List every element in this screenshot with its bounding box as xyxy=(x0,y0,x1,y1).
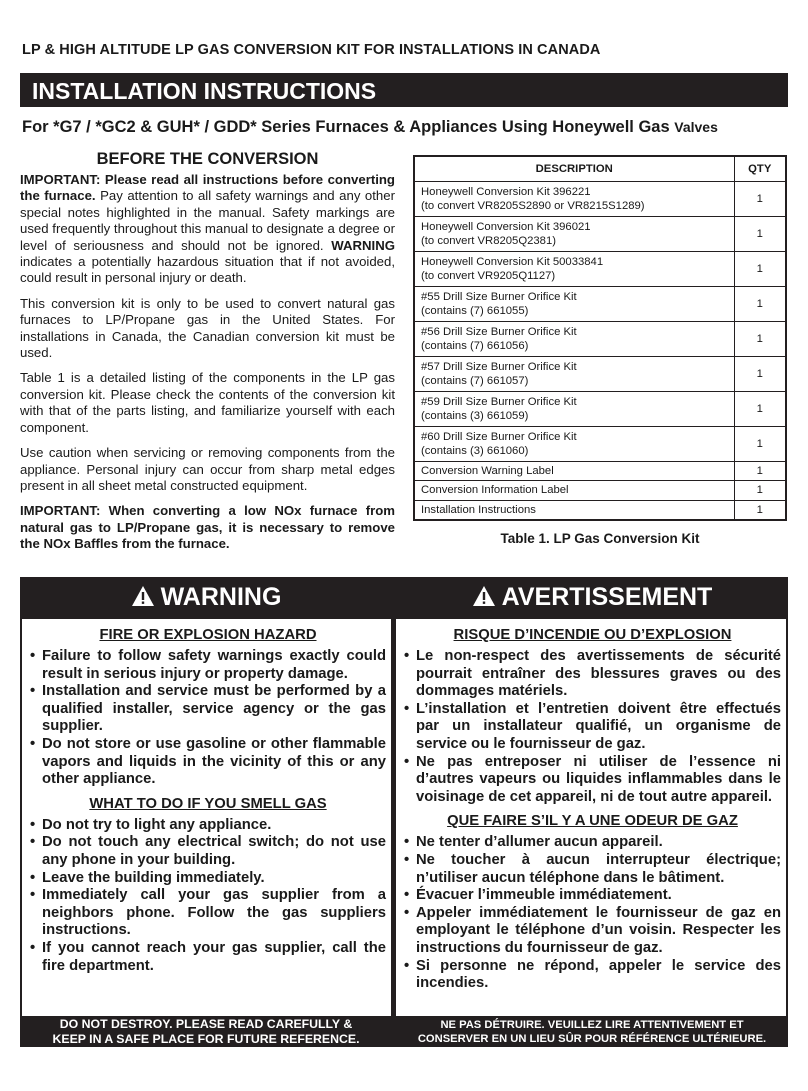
part-detail: (contains (3) 661060) xyxy=(421,444,529,457)
footer-line: DO NOT DESTROY. PLEASE READ CAREFULLY & xyxy=(59,1017,353,1031)
smell-gas-list-fr xyxy=(404,834,781,992)
important-body: Pay attention to all safety warnings and any other special notes highlighted in the manual. Safety markings are used frequently throughout this manual to designate a degree or level of seriousness and should not be ignored. xyxy=(20,188,395,253)
warning-box xyxy=(20,577,788,1047)
table-row xyxy=(414,356,786,391)
part-qty: 1 xyxy=(734,216,786,251)
subtitle-tail: Valves xyxy=(674,119,718,135)
warning-word: WARNING xyxy=(331,237,395,253)
part-description xyxy=(414,391,734,426)
part-name: Conversion Information Label xyxy=(421,484,569,497)
list-item: • Le non-respect des avertissements de sécurité pourrait entraîner des blessures graves ou des dommages matériels. xyxy=(404,648,781,701)
table-row xyxy=(414,181,786,216)
part-description xyxy=(414,251,734,286)
footer-line: NE PAS DÉTRUIRE. VEUILLEZ LIRE ATTENTIVEMENT ET xyxy=(440,1019,744,1031)
part-name: #55 Drill Size Burner Orifice Kit xyxy=(421,290,577,303)
part-qty: 1 xyxy=(734,286,786,321)
important-end: indicates a potentially hazardous situation that if not avoided, could result in personal injury or death. xyxy=(20,254,395,286)
part-detail: (to convert VR8205Q2381) xyxy=(421,234,557,247)
part-description xyxy=(414,426,734,461)
document-subtitle xyxy=(22,118,718,137)
parts-table xyxy=(413,155,787,521)
part-qty: 1 xyxy=(734,426,786,461)
part-name: Conversion Warning Label xyxy=(421,464,554,477)
part-qty: 1 xyxy=(734,500,786,520)
paragraph-scope: This conversion kit is only to be used to convert natural gas furnaces to LP/Propane gas in the United States. For installations in Canada, the Canadian conversion kit must be used. xyxy=(20,295,395,361)
list-item: • Do not store or use gasoline or other flammable vapors and liquids in the vicinity of this or any other appliance. xyxy=(30,736,386,789)
footer-line: CONSERVER EN UN LIEU SÛR POUR RÉFÉRENCE ULTÉRIEURE. xyxy=(417,1033,767,1045)
table-row xyxy=(414,500,786,520)
list-item: • Failure to follow safety warnings exactly could result in serious injury or property damage. xyxy=(30,648,386,683)
fire-hazard-list xyxy=(30,648,386,789)
warning-triangle-icon xyxy=(131,585,155,607)
fire-hazard-list-fr xyxy=(404,648,781,806)
part-detail: (to convert VR8205S2890 or VR8215S1289) xyxy=(421,199,645,212)
footer-notice-fr xyxy=(396,1016,788,1047)
before-conversion-heading: BEFORE THE CONVERSION xyxy=(96,150,319,168)
warning-header-fr xyxy=(396,577,788,617)
paragraph-important xyxy=(20,172,395,287)
list-item: • Immediately call your gas supplier from a neighbors phone. Follow the gas suppliers instructions. xyxy=(30,887,386,940)
list-item: • Si personne ne répond, appeler le service des incendies. xyxy=(404,958,781,993)
table-row xyxy=(414,461,786,481)
part-qty: 1 xyxy=(734,181,786,216)
part-description xyxy=(414,286,734,321)
part-name: #56 Drill Size Burner Orifice Kit xyxy=(421,325,577,338)
part-name: Honeywell Conversion Kit 396221 xyxy=(421,185,591,198)
part-detail: (contains (7) 661056) xyxy=(421,339,529,352)
smell-gas-heading: WHAT TO DO IF YOU SMELL GAS xyxy=(89,795,327,812)
before-conversion-section xyxy=(20,150,395,562)
nox-note: IMPORTANT: When converting a low NOx furnace from natural gas to LP/Propane gas, it is necessary to remove the NOx Baffles from the furnace. xyxy=(20,503,395,552)
table-row xyxy=(414,481,786,501)
warning-title-fr: AVERTISSEMENT xyxy=(501,583,713,611)
paragraph-nox xyxy=(20,503,395,552)
warning-title-en: WARNING xyxy=(160,583,282,611)
part-name: Installation Instructions xyxy=(421,503,536,516)
list-item: • Installation and service must be performed by a qualified installer, service agency or the gas supplier. xyxy=(30,683,386,736)
list-item: • Appeler immédiatement le fournisseur de gaz en employant le téléphone d’un voisin. Respecter les instructions du fournisseur de gaz. xyxy=(404,905,781,958)
part-description xyxy=(414,216,734,251)
document-top-title: LP & HIGH ALTITUDE LP GAS CONVERSION KIT FOR INSTALLATIONS IN CANADA xyxy=(22,42,601,58)
part-detail: (to convert VR9205Q1127) xyxy=(421,269,556,282)
table-row xyxy=(414,321,786,356)
important-lead: IMPORTANT: Please read all instructions before converting the furnace. xyxy=(20,172,395,204)
installation-instructions-banner: INSTALLATION INSTRUCTIONS xyxy=(20,73,788,107)
warning-panel-fr xyxy=(396,619,786,1016)
part-description xyxy=(414,461,734,481)
part-qty: 1 xyxy=(734,251,786,286)
list-item: • Leave the building immediately. xyxy=(30,870,386,888)
column-header-description: DESCRIPTION xyxy=(414,156,734,181)
paragraph-table-reference: Table 1 is a detailed listing of the components in the LP gas conversion kit. Please check the contents of the conversion kit with that of the parts listing, and familiarize yourself with each component. xyxy=(20,370,395,435)
table-row xyxy=(414,426,786,461)
part-description xyxy=(414,500,734,520)
part-detail: (contains (7) 661055) xyxy=(421,304,529,317)
part-name: Honeywell Conversion Kit 396021 xyxy=(421,220,591,233)
part-qty: 1 xyxy=(734,391,786,426)
fire-hazard-heading: FIRE OR EXPLOSION HAZARD xyxy=(99,627,317,643)
list-item: • Évacuer l’immeuble immédiatement. xyxy=(404,887,781,905)
table-row xyxy=(414,391,786,426)
list-item: • If you cannot reach your gas supplier, call the fire department. xyxy=(30,940,386,975)
list-item: • Ne toucher à aucun interrupteur électrique; n’utiliser aucun téléphone dans le bâtiment. xyxy=(404,852,781,887)
part-name: #57 Drill Size Burner Orifice Kit xyxy=(421,360,577,373)
subtitle-main: For *G7 / *GC2 & GUH* / GDD* Series Furnaces & Appliances Using Honeywell Gas xyxy=(22,118,670,136)
list-item: • Ne tenter d’allumer aucun appareil. xyxy=(404,834,781,852)
part-qty: 1 xyxy=(734,321,786,356)
list-item: • Ne pas entreposer ni utiliser de l’essence ni d’autres vapeurs ou liquides inflammables dans le voisinage de cet appareil, ni de tout autre appareil. xyxy=(404,754,781,807)
smell-gas-list xyxy=(30,817,386,975)
parts-table-body xyxy=(414,181,786,520)
warning-panel-en xyxy=(22,619,391,1016)
part-name: #59 Drill Size Burner Orifice Kit xyxy=(421,395,577,408)
part-description xyxy=(414,356,734,391)
list-item: • Do not touch any electrical switch; do not use any phone in your building. xyxy=(30,834,386,869)
table-row xyxy=(414,286,786,321)
part-detail: (contains (7) 661057) xyxy=(421,374,529,387)
list-item: • Do not try to light any appliance. xyxy=(30,817,386,835)
parts-table-section xyxy=(413,155,787,546)
footer-notice-en xyxy=(20,1016,392,1047)
table-row xyxy=(414,216,786,251)
part-detail: (contains (3) 661059) xyxy=(421,409,529,422)
warning-header-en xyxy=(20,577,392,617)
footer-line: KEEP IN A SAFE PLACE FOR FUTURE REFERENCE. xyxy=(52,1032,360,1046)
list-item: • L’installation et l’entretien doivent être effectués par un installateur qualifié, un organisme de service ou le fournisseur de gaz. xyxy=(404,701,781,754)
fire-hazard-heading-fr: RISQUE D’INCENDIE OU D’EXPLOSION xyxy=(453,627,732,643)
part-description xyxy=(414,481,734,501)
smell-gas-heading-fr: QUE FAIRE S’IL Y A UNE ODEUR DE GAZ xyxy=(447,813,738,830)
part-qty: 1 xyxy=(734,461,786,481)
part-qty: 1 xyxy=(734,481,786,501)
part-name: Honeywell Conversion Kit 50033841 xyxy=(421,255,604,268)
part-description xyxy=(414,321,734,356)
table-row xyxy=(414,251,786,286)
table-caption: Table 1. LP Gas Conversion Kit xyxy=(500,530,700,546)
warning-triangle-icon xyxy=(472,585,496,607)
paragraph-caution: Use caution when servicing or removing components from the appliance. Personal injury can occur from sharp metal edges present in all sheet metal constructed equipment. xyxy=(20,445,395,493)
column-header-qty: QTY xyxy=(734,156,786,181)
part-name: #60 Drill Size Burner Orifice Kit xyxy=(421,430,577,443)
part-description xyxy=(414,181,734,216)
part-qty: 1 xyxy=(734,356,786,391)
